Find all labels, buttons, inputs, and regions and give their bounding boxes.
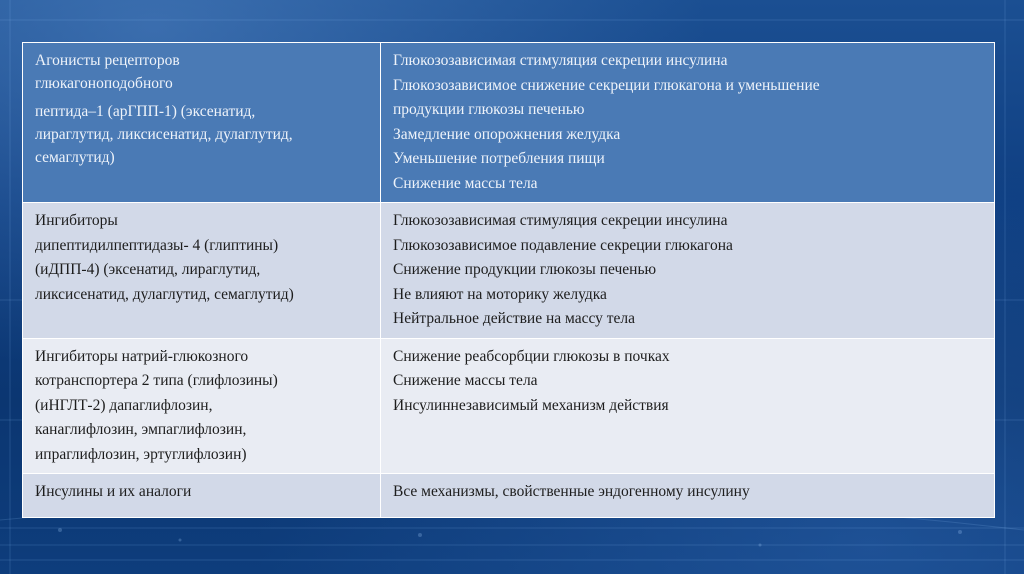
cell-text-line: Снижение массы тела (393, 174, 538, 192)
cell-text-line: Агонисты рецепторов (35, 52, 180, 69)
cell-text-line: Не влияют на моторику желудка (393, 285, 607, 303)
cell-text-line: (иНГЛТ-2) дапаглифлозин, (35, 396, 213, 414)
cell-text-line: Ингибиторы натрий-глюкозного (35, 347, 249, 365)
drug-class-cell (23, 338, 381, 474)
cell-text-line: Нейтральное действие на массу тела (393, 310, 636, 327)
cell-text-line: Все механизмы, свойственные эндогенному инсулину (393, 483, 750, 500)
cell-text-line: Инсулины и их аналоги (35, 483, 192, 500)
cell-text-line: Глюкозозависимое снижение секреции глюкагона и уменьшение (393, 76, 820, 94)
table-row (23, 338, 995, 474)
cell-text-line: Инсулиннезависимый механизм действия (393, 396, 669, 414)
comparison-table (22, 42, 995, 518)
cell-text-line: (иДПП-4) (эксенатид, лираглутид, (35, 261, 261, 278)
cell-text-line: котранспортера 2 типа (глифлозины) (35, 372, 278, 389)
drug-class-cell (23, 474, 381, 518)
table-row (23, 474, 995, 518)
cell-text-line: пептида–1 (арГПП-1) (эксенатид, (35, 103, 256, 120)
cell-text-line: Снижение продукции глюкозы печенью (393, 261, 657, 278)
cell-text-line: Глюкозозависимое подавление секреции глюкагона (393, 236, 733, 254)
mechanism-cell (381, 338, 995, 474)
cell-text-line: лираглутид, ликсисенатид, дулаглутид, (35, 126, 293, 143)
cell-text-line: продукции глюкозы печенью (393, 101, 585, 118)
cell-text-line: Замедление опорожнения желудка (393, 125, 621, 143)
cell-text-line: семаглутид) (35, 149, 115, 166)
cell-text-line: Уменьшение потребления пищи (393, 150, 605, 167)
cell-text-line: канаглифлозин, эмпаглифлозин, (35, 421, 247, 438)
mechanism-cell (381, 43, 995, 203)
table-row (23, 203, 995, 339)
table-row (23, 43, 995, 203)
cell-text-line: ликсисенатид, дулаглутид, семаглутид) (35, 285, 294, 303)
cell-text-line: Снижение реабсорбции глюкозы в почках (393, 347, 670, 365)
mechanism-cell (381, 474, 995, 518)
cell-text-line: Снижение массы тела (393, 372, 538, 389)
cell-text-line: Глюкозозависимая стимуляция секреции инсулина (393, 52, 728, 69)
drug-class-cell (23, 43, 381, 203)
cell-text-line: Ингибиторы (35, 212, 118, 229)
cell-text-line: Глюкозозависимая стимуляция секреции инсулина (393, 212, 728, 229)
cell-text-line: дипептидилпептидазы- 4 (глиптины) (35, 236, 279, 254)
mechanism-cell (381, 203, 995, 339)
drug-class-cell (23, 203, 381, 339)
cell-text-line: ипраглифлозин, эртуглифлозин) (35, 445, 247, 463)
cell-text-line: глюкагоноподобного (35, 75, 173, 92)
